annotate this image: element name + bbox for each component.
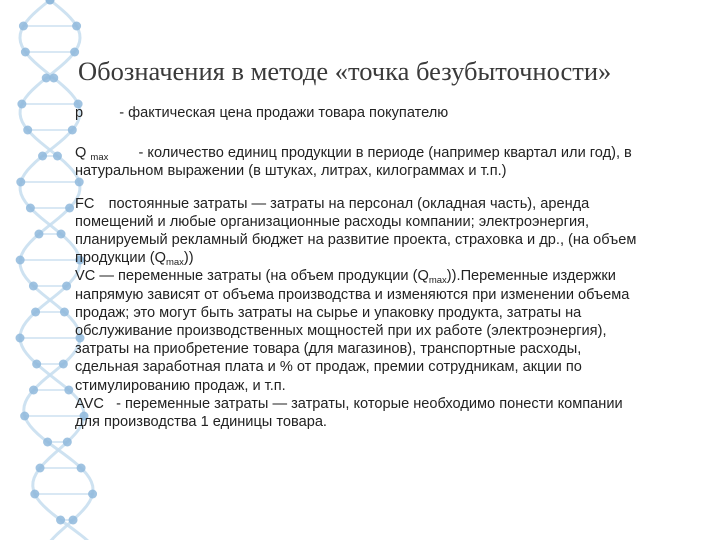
dna-bead bbox=[32, 360, 41, 369]
dna-bead bbox=[16, 178, 25, 187]
dna-bead bbox=[72, 22, 81, 31]
dna-bead bbox=[16, 334, 25, 343]
dna-bead bbox=[29, 282, 38, 291]
dna-bead bbox=[34, 230, 43, 239]
definition-avc-text: - переменные затраты — затраты, которые необходимо понести компании для производства 1 единицы товара. bbox=[75, 395, 623, 431]
definitions-list bbox=[75, 104, 645, 431]
dna-bead bbox=[64, 386, 73, 395]
definition-p bbox=[75, 104, 645, 122]
dna-bead bbox=[60, 308, 69, 317]
dna-bead bbox=[29, 386, 38, 395]
dna-bead bbox=[16, 256, 25, 265]
dna-bead bbox=[23, 126, 32, 135]
dna-bead bbox=[36, 464, 45, 473]
dna-bead bbox=[17, 100, 26, 109]
term-avc: AVC bbox=[75, 395, 104, 412]
dna-bead bbox=[65, 204, 74, 213]
term-q: Q bbox=[75, 145, 87, 162]
dna-bead bbox=[31, 308, 40, 317]
dna-bead bbox=[63, 438, 72, 447]
term-p: p bbox=[75, 105, 84, 121]
dna-bead bbox=[19, 22, 28, 31]
term-vc: VC bbox=[75, 268, 96, 285]
slide-title: Обозначения в методе «точка безубыточности» bbox=[78, 56, 612, 86]
definition-avc bbox=[75, 395, 645, 431]
definition-p-text: - фактическая цена продажи товара покупателю bbox=[119, 105, 449, 121]
term-fc: FC bbox=[75, 195, 95, 212]
definition-vc-text: — переменные затраты (на объем продукции (Q bbox=[99, 268, 429, 285]
definition-fc-text: постоянные затраты — затраты на персонал (окладная часть), аренда помещений и любые организационные расходы компании; электроэнергия, планируемый рекламный бюджет на развитие проекта, страховка и др., (на объем продукции (Q bbox=[75, 195, 637, 267]
dna-bead bbox=[62, 282, 71, 291]
vc-q-subscript: max bbox=[428, 275, 447, 287]
dna-bead bbox=[43, 438, 52, 447]
dna-bead bbox=[38, 152, 47, 161]
definition-fc-text-end: )) bbox=[183, 250, 194, 267]
dna-bead bbox=[26, 204, 35, 213]
definition-vc bbox=[75, 267, 645, 394]
fc-q-subscript: max bbox=[165, 257, 184, 269]
dna-bead bbox=[69, 516, 78, 525]
definition-vc-text-end: )).Переменные издержки напрямую зависят от объема производства и изменяются при изменении объема продаж; это могут быть затраты на сырье и упаковку продукта, затраты на обслуживание производственных мощностей при их работе (электроэнергия), затраты на приобретение товара (для магазинов), транспортные расходы, сдельная заработная плата и % от продаж, премии сотрудникам, акции по стимулированию продаж, и т.п. bbox=[75, 268, 630, 394]
dna-bead bbox=[56, 516, 65, 525]
definition-qmax bbox=[75, 144, 645, 180]
dna-bead bbox=[30, 490, 39, 499]
dna-bead bbox=[20, 412, 29, 421]
definition-fc bbox=[75, 195, 645, 268]
dna-bead bbox=[53, 152, 62, 161]
definition-qmax-text: - количество единиц продукции в периоде (например квартал или год), в натуральном выражении (в штуках, литрах, килограммах и т.п.) bbox=[75, 145, 632, 180]
dna-bead bbox=[88, 490, 97, 499]
dna-bead bbox=[21, 48, 30, 57]
term-q-subscript: max bbox=[90, 152, 109, 164]
dna-bead bbox=[77, 464, 86, 473]
dna-bead bbox=[59, 360, 68, 369]
dna-bead bbox=[57, 230, 66, 239]
dna-bead bbox=[49, 74, 58, 83]
